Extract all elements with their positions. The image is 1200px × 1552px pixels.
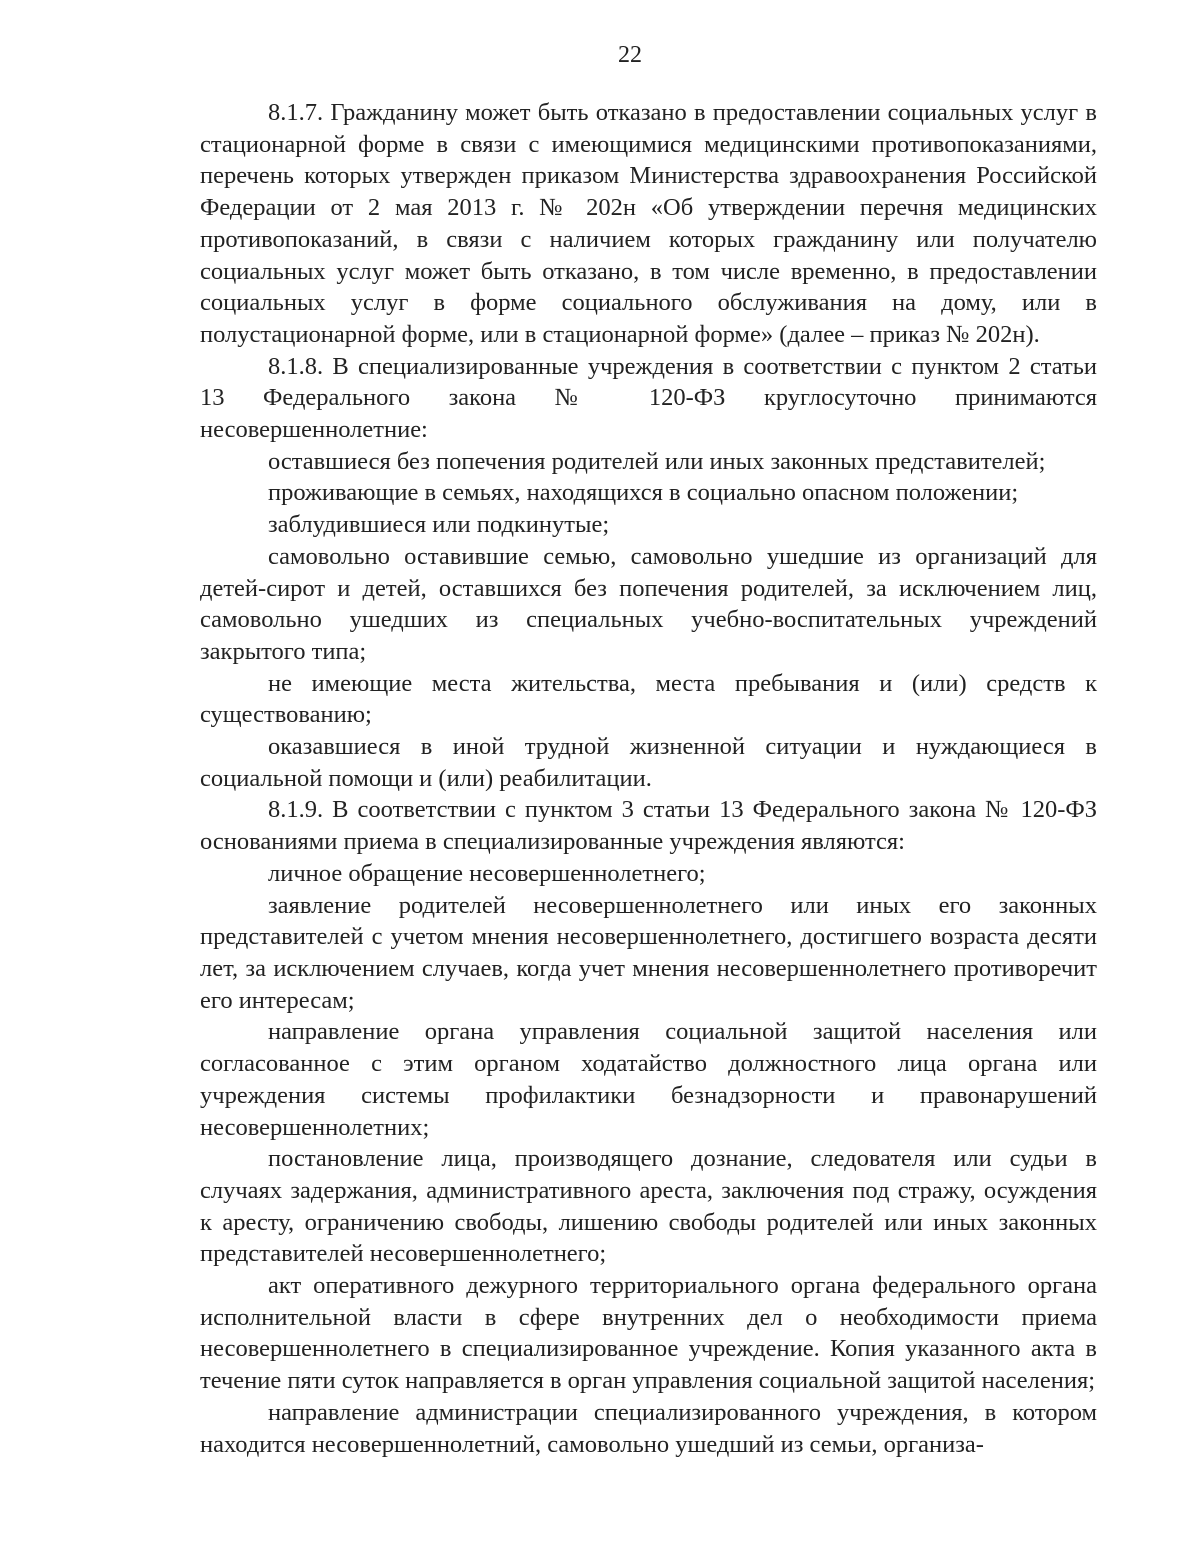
- document-body: [200, 97, 1097, 1460]
- list-item: заявление родителей несовершеннолетнего или иных его законных представителей с учетом мнения несовершеннолетнего, достигшего возраста десяти лет, за исключением случаев, когда учет мнения несовершеннолетнего противоречит его интересам;: [200, 891, 1097, 1014]
- list-item: оставшиеся без попечения родителей или иных законных представителей;: [268, 447, 1046, 475]
- list-item: направление администрации специализированного учреждения, в котором находится несовершеннолетний, самовольно ушедший из семьи, организа-: [200, 1398, 1097, 1458]
- page-number: 22: [618, 42, 642, 68]
- list-item: не имеющие места жительства, места пребывания и (или) средств к существованию;: [200, 669, 1097, 729]
- list-item: заблудившиеся или подкинутые;: [268, 511, 610, 539]
- list-item: самовольно оставившие семью, самовольно ушедшие из организаций для детей-сирот и детей, оставшихся без попечения родителей, за исключением лиц, самовольно ушедших из специальных учебно-воспитательных учреждений закрытого типа;: [200, 542, 1097, 665]
- list-item: направление органа управления социальной защитой населения или согласованное с этим органом ходатайство должностного лица органа или учреждения системы профилактики безнадзорности и правонарушений несовершеннолетних;: [200, 1018, 1097, 1141]
- list-item: постановление лица, производящего дознание, следователя или судьи в случаях задержания, административного ареста, заключения под стражу, осуждения к аресту, ограничению свободы, лишению свободы родителей или иных законных представителей несовершеннолетнего;: [200, 1145, 1097, 1268]
- list-item: оказавшиеся в иной трудной жизненной ситуации и нуждающиеся в социальной помощи и (или) реабилитации.: [200, 733, 1097, 792]
- paragraph-8-1-7: 8.1.7. Гражданину может быть отказано в предоставлении социальных услуг в стационарной форме в связи с имеющимися медицинскими противопоказаниями, перечень которых утвержден приказом Министерства здравоохранения Российской Федерации от 2 мая 2013 г. № 202н «Об утверждении перечня медицинских противопоказаний, в связи с наличием которых гражданину или получателю социальных услуг может быть отказано, в том числе временно, в предоставлении социальных услуг в форме социального обслуживания на дому, или в полустационарной форме, или в стационарной форме» (далее – приказ № 202н).: [200, 99, 1097, 348]
- paragraph-8-1-8: 8.1.8. В специализированные учреждения в соответствии с пунктом 2 статьи 13 Федерального закона № 120-ФЗ круглосуточно принимаются несовершеннолетние:: [200, 352, 1097, 444]
- list-item: личное обращение несовершеннолетнего;: [268, 859, 706, 887]
- paragraph-8-1-9: 8.1.9. В соответствии с пунктом 3 статьи 13 Федерального закона № 120-ФЗ основаниями приема в специализированные учреждения являются:: [200, 796, 1097, 856]
- list-item: проживающие в семьях, находящихся в социально опасном положении;: [268, 479, 1019, 507]
- list-item: акт оперативного дежурного территориального органа федерального органа исполнительной власти в сфере внутренних дел о необходимости приема несовершеннолетнего в специализированное учреждение. Копия указанного акта в течение пяти суток направляется в орган управления социальной защитой населения;: [200, 1272, 1097, 1395]
